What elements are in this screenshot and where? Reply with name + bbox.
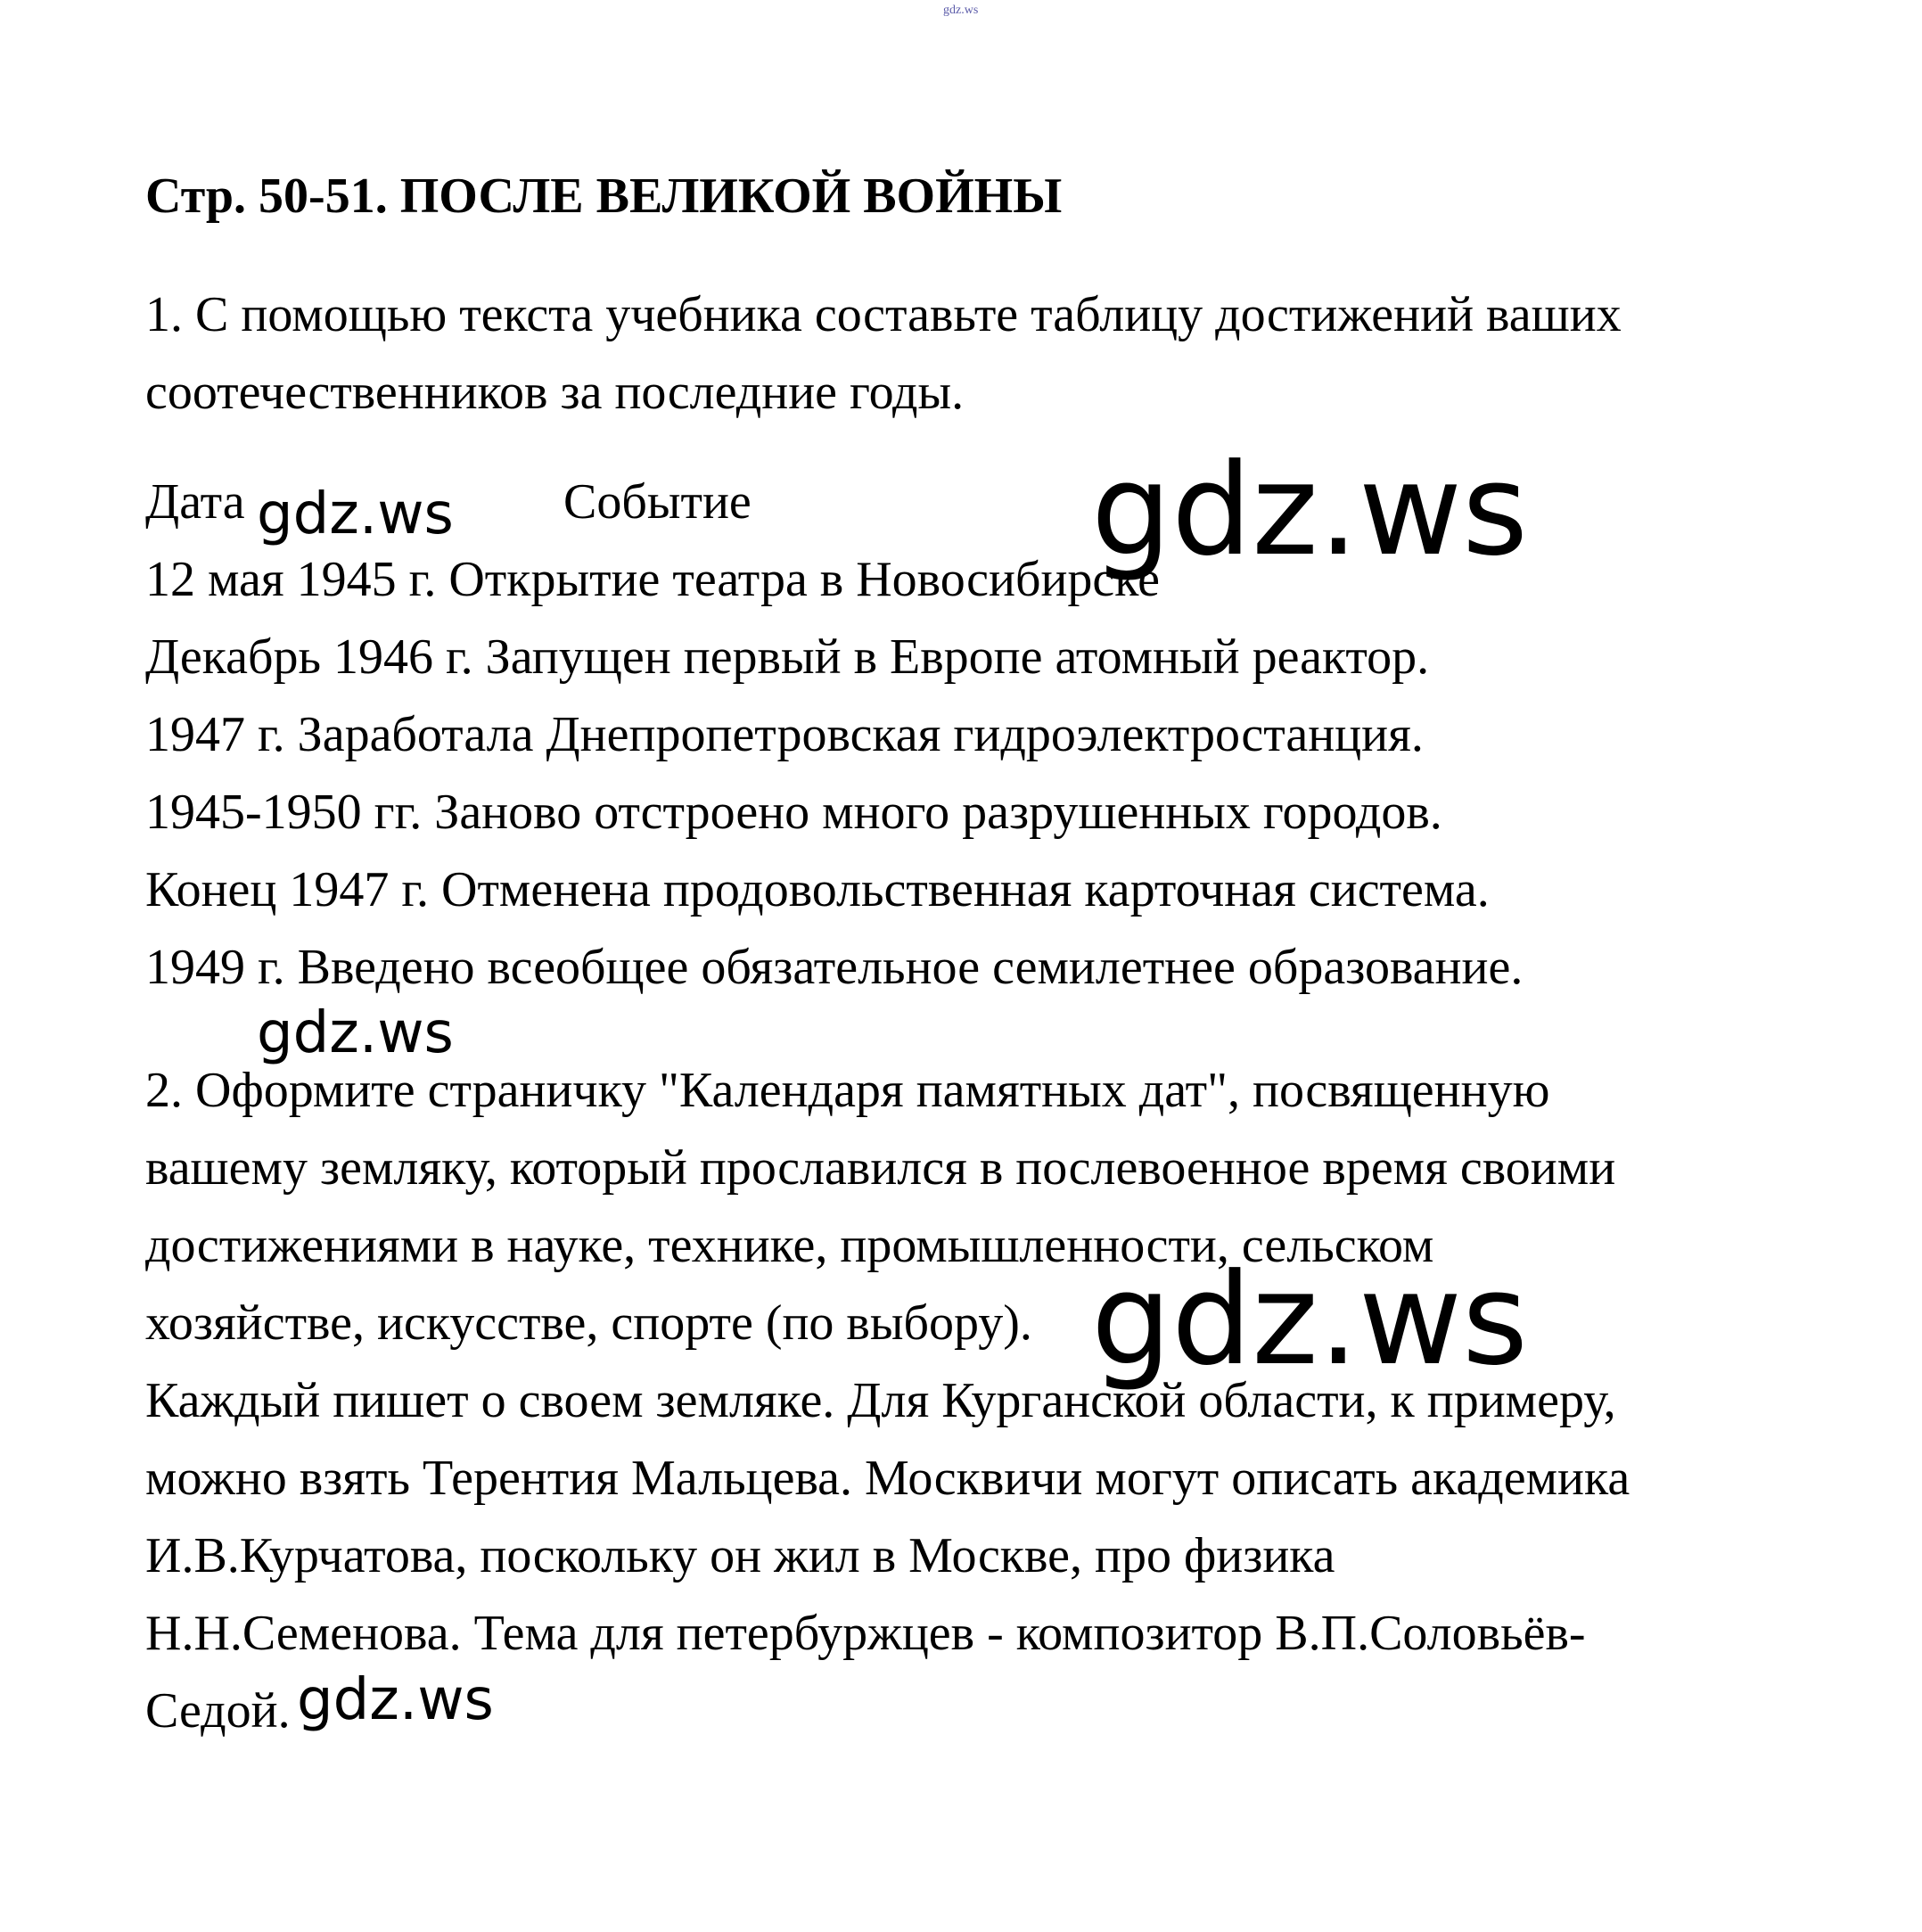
page-title: Стр. 50-51. ПОСЛЕ ВЕЛИКОЙ ВОЙНЫ (145, 169, 1063, 224)
watermark-top: gdz.ws (943, 4, 979, 17)
watermark-small: gdz.ws (297, 1667, 494, 1733)
table-header-date: Дата (145, 474, 245, 530)
watermark-small: gdz.ws (257, 1000, 454, 1066)
watermark-large: gdz.ws (1091, 437, 1529, 584)
watermark-large: gdz.ws (1091, 1246, 1529, 1394)
task1-question (145, 276, 1622, 432)
table-row: Конец 1947 г. Отменена продовольственная карточная система. (145, 862, 1490, 917)
answer-line: Седой. (145, 1683, 291, 1739)
watermark-small: gdz.ws (257, 481, 454, 547)
answer-line: И.В.Курчатова, поскольку он жил в Москве, про физика (145, 1528, 1335, 1583)
table-header-event: Событие (563, 474, 752, 530)
answer-line: Н.Н.Семенова. Тема для петербуржцев - композитор В.П.Соловьёв- (145, 1606, 1586, 1661)
table-row: 1949 г. Введено всеобщее обязательное семилетнее образование. (145, 940, 1524, 995)
table-row: Декабрь 1946 г. Запущен первый в Европе атомный реактор. (145, 629, 1430, 685)
task2-question-line: вашему земляку, который прославился в послевоенное время своими (145, 1140, 1616, 1196)
table-row: 12 мая 1945 г. Открытие театра в Новосибирске (145, 552, 1160, 607)
task1-question-line: 1. С помощью текста учебника составьте таблицу достижений ваших (145, 287, 1622, 342)
achievements-table (145, 541, 1523, 1007)
table-row: 1947 г. Заработала Днепропетровская гидроэлектростанция. (145, 707, 1424, 762)
task1-question-line: соотечественников за последние годы. (145, 365, 965, 420)
task2-question-line: 2. Оформите страничку "Календаря памятных дат", посвященную (145, 1063, 1550, 1118)
table-row: 1945-1950 гг. Заново отстроено много разрушенных городов. (145, 785, 1442, 840)
answer-line: можно взять Терентия Мальцева. Москвичи могут описать академика (145, 1451, 1630, 1506)
answer-line: Каждый пишет о своем земляке. Для Курганской области, к примеру, (145, 1373, 1616, 1428)
task2-question-line: хозяйстве, искусстве, спорте (по выбору). (145, 1295, 1032, 1351)
task2-question-line: достижениями в науке, технике, промышленности, сельском (145, 1218, 1434, 1273)
